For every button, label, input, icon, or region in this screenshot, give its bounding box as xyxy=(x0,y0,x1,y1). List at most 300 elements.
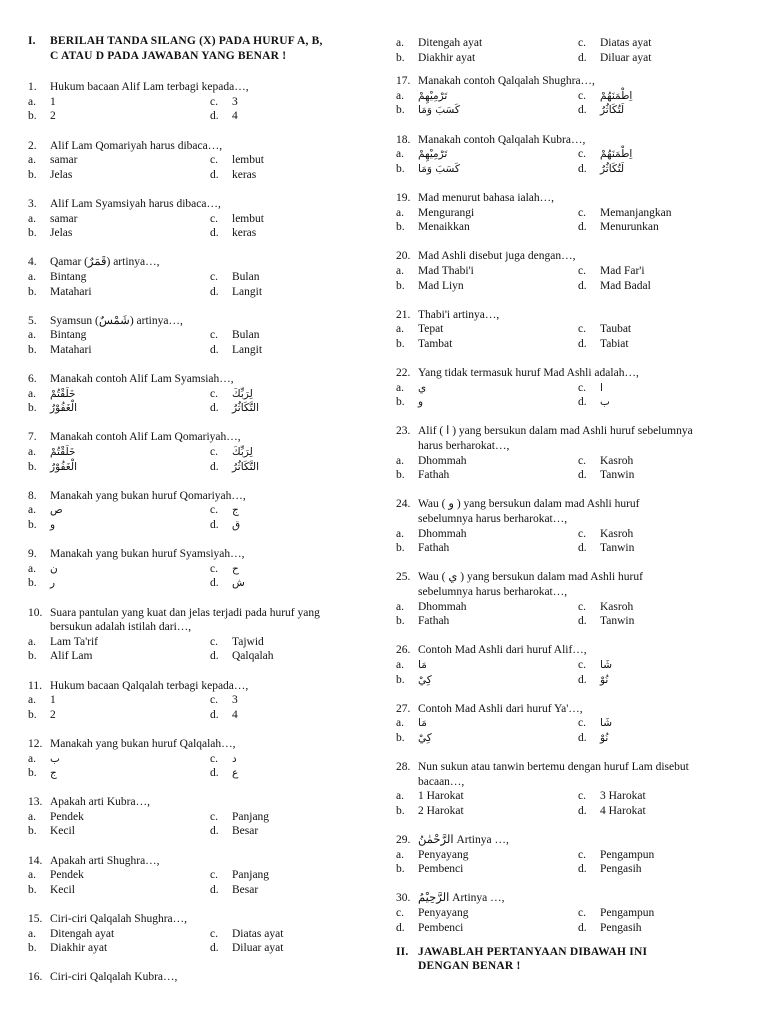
option-value: Lam Ta'rif xyxy=(50,635,98,648)
option-value: Diatas ayat xyxy=(232,927,284,940)
option-letter: a. xyxy=(396,89,404,102)
option-grid xyxy=(28,503,383,532)
option-letter: c. xyxy=(578,381,586,394)
option-letter: b. xyxy=(396,863,405,876)
option-value-cell xyxy=(418,454,578,469)
option-letter: b. xyxy=(28,883,37,896)
question-text: Mad Ashli disebut juga dengan…, xyxy=(418,250,576,263)
option-letter: c. xyxy=(210,694,218,707)
option-letter: a. xyxy=(28,154,36,167)
question-text: Wau ( و ) yang bersukun dalam mad Ashli huruf xyxy=(418,498,640,511)
option-value: Diluar ayat xyxy=(600,51,652,64)
option-letter: b. xyxy=(396,51,405,64)
question-number: 11. xyxy=(28,679,42,692)
option-grid xyxy=(28,868,383,897)
option-value: د xyxy=(232,752,237,765)
option-value-cell xyxy=(232,109,383,124)
option-value-cell xyxy=(600,906,758,921)
option-value: خَلَقْتُمْ xyxy=(50,387,76,400)
option-value: Pengasih xyxy=(600,863,642,876)
option-value: كَسَبَ وَمَا xyxy=(418,104,460,117)
option-value-cell xyxy=(600,220,758,235)
option-value-cell xyxy=(232,649,383,664)
question-line xyxy=(28,547,383,562)
question-text: Apakah arti Kubra…, xyxy=(50,796,150,809)
option-letter: a. xyxy=(28,270,36,283)
option-value-cell xyxy=(418,658,578,673)
option-value-cell xyxy=(50,810,210,825)
option-letter: d. xyxy=(210,942,219,955)
option-value-cell xyxy=(600,789,758,804)
option-letter: a. xyxy=(396,790,404,803)
option-value: 1 Harokat xyxy=(418,790,464,803)
question-19 xyxy=(396,191,758,235)
option-value: 2 xyxy=(50,708,56,721)
option-value-cell xyxy=(418,804,578,819)
option-value: اِطْمَنَهُمْ xyxy=(600,89,633,102)
question-line xyxy=(396,249,758,264)
option-letter: c. xyxy=(210,95,218,108)
question-30 xyxy=(396,891,758,935)
option-value-cell xyxy=(418,206,578,221)
option-value-cell xyxy=(232,503,383,518)
option-grid xyxy=(396,147,758,176)
option-value-cell xyxy=(232,927,383,942)
option-grid xyxy=(396,658,758,687)
option-letter: a. xyxy=(28,212,36,225)
option-letter: c. xyxy=(210,504,218,517)
option-grid xyxy=(396,600,758,629)
option-value-cell xyxy=(50,883,210,898)
option-value-cell xyxy=(232,766,383,781)
option-letter: d. xyxy=(578,162,587,175)
option-value-cell xyxy=(50,445,210,460)
option-grid xyxy=(28,328,383,357)
question-line-2 xyxy=(396,775,758,790)
option-value: نُوْ xyxy=(600,673,609,686)
section-1-title-line1: BERILAH TANDA SILANG (X) PADA HURUF A, B, xyxy=(50,35,323,47)
option-letter: d. xyxy=(578,396,587,409)
option-letter: a. xyxy=(28,635,36,648)
question-line-2 xyxy=(28,620,383,635)
option-value: Menaikkan xyxy=(418,221,470,234)
option-value: Menurunkan xyxy=(600,221,659,234)
option-letter: d. xyxy=(578,731,587,744)
option-value: 3 Harokat xyxy=(600,790,646,803)
option-value-cell xyxy=(418,162,578,177)
option-value: Fathah xyxy=(418,469,450,482)
question-number: 2. xyxy=(28,139,37,152)
question-number-spacer xyxy=(396,439,418,454)
option-value: لِرَبِّكَ xyxy=(232,387,253,400)
option-value: Tabiat xyxy=(600,337,629,350)
option-letter: b. xyxy=(396,804,405,817)
question-line xyxy=(396,702,758,717)
question-line xyxy=(396,891,758,906)
option-grid xyxy=(396,716,758,745)
option-value: Pengampun xyxy=(600,907,655,920)
option-value-cell xyxy=(232,810,383,825)
option-value-cell xyxy=(600,162,758,177)
option-value-cell xyxy=(418,906,578,921)
option-value-cell xyxy=(600,541,758,556)
question-text: Yang tidak termasuk huruf Mad Ashli adalah…, xyxy=(418,367,639,380)
option-letter: d. xyxy=(578,542,587,555)
option-letter: a. xyxy=(396,454,404,467)
question-20 xyxy=(396,249,758,293)
question-text-continued: bacaan…, xyxy=(418,775,465,788)
question-line xyxy=(28,80,383,95)
question-21 xyxy=(396,308,758,352)
question-number: 6. xyxy=(28,373,37,386)
option-letter: b. xyxy=(28,110,37,123)
option-value: Tanwin xyxy=(600,542,635,555)
option-value-cell xyxy=(50,708,210,723)
option-letter: c. xyxy=(578,323,586,336)
option-letter: a. xyxy=(28,869,36,882)
question-3 xyxy=(28,197,383,241)
option-value-cell xyxy=(50,649,210,664)
question-line xyxy=(28,737,383,752)
question-number: 19. xyxy=(396,191,411,204)
option-value: keras xyxy=(232,227,257,240)
option-value-cell xyxy=(232,824,383,839)
question-text: Ciri-ciri Qalqalah Kubra…, xyxy=(50,971,178,984)
question-number: 23. xyxy=(396,425,411,438)
option-value: شَا xyxy=(600,717,612,730)
option-value: Ditengah ayat xyxy=(50,927,115,940)
option-value-cell xyxy=(418,921,578,936)
option-value-cell xyxy=(600,848,758,863)
option-letter: d. xyxy=(578,279,587,292)
option-letter: d. xyxy=(210,650,219,663)
option-value-cell xyxy=(600,381,758,396)
option-value-cell xyxy=(50,285,210,300)
option-value: و xyxy=(50,519,56,531)
option-letter: c. xyxy=(210,562,218,575)
option-value-cell xyxy=(50,562,210,577)
option-value: Penyayang xyxy=(418,907,469,920)
option-value-cell xyxy=(232,212,383,227)
question-text: Thabi'i artinya…, xyxy=(418,308,500,321)
option-value: اِطْمَنَهُمْ xyxy=(600,148,633,161)
option-value: Panjang xyxy=(232,810,270,823)
option-letter: b. xyxy=(396,396,405,409)
option-value: Pengasih xyxy=(600,921,642,934)
option-value: Tanwin xyxy=(600,469,635,482)
option-value: lembut xyxy=(232,154,264,167)
option-value: Jelas xyxy=(50,168,73,181)
section-1-roman: I. xyxy=(28,35,36,47)
option-letter: b. xyxy=(396,162,405,175)
option-value: كِيْ xyxy=(418,731,432,744)
question-number-spacer xyxy=(396,512,418,527)
question-line xyxy=(396,191,758,206)
question-number: 4. xyxy=(28,256,37,269)
question-text: Qamar (قَمَرٌ) artinya…, xyxy=(50,256,160,269)
question-7 xyxy=(28,430,383,474)
option-value: ن xyxy=(50,562,58,575)
option-value-cell xyxy=(232,518,383,533)
option-value-cell xyxy=(600,600,758,615)
option-value: كَسَبَ وَمَا xyxy=(418,162,460,175)
option-letter: d. xyxy=(578,469,587,482)
option-letter: d. xyxy=(210,402,219,415)
option-letter: b. xyxy=(28,650,37,663)
question-line xyxy=(28,606,383,621)
question-line xyxy=(28,372,383,387)
option-value: نُوْ xyxy=(600,731,609,744)
option-value-cell xyxy=(232,343,383,358)
option-grid xyxy=(28,387,383,416)
option-letter: b. xyxy=(28,519,37,531)
option-value: 1 xyxy=(50,95,56,108)
option-value-cell xyxy=(418,527,578,542)
option-value: Mad Liyn xyxy=(418,279,464,292)
question-26 xyxy=(396,643,758,687)
question-number: 25. xyxy=(396,571,411,584)
option-value-cell xyxy=(50,576,210,591)
option-value-cell xyxy=(50,868,210,883)
option-letter: d. xyxy=(210,825,219,838)
option-value: Dhommah xyxy=(418,454,467,467)
option-letter: b. xyxy=(396,221,405,234)
option-value-cell xyxy=(418,322,578,337)
option-grid xyxy=(28,95,383,124)
option-letter: d. xyxy=(578,673,587,686)
option-letter: b. xyxy=(28,708,37,721)
option-letter: d. xyxy=(578,804,587,817)
question-6 xyxy=(28,372,383,416)
question-line-2 xyxy=(396,439,758,454)
question-text-continued: sebelumnya harus berharokat…, xyxy=(418,513,568,525)
option-value: Kasroh xyxy=(600,527,634,540)
option-value: Diakhir ayat xyxy=(50,942,108,955)
option-letter: c. xyxy=(578,527,586,540)
option-letter: b. xyxy=(396,104,405,117)
question-number: 30. xyxy=(396,892,411,905)
option-value-cell xyxy=(50,109,210,124)
question-text: الرَّحِيْمُ Artinya …, xyxy=(418,892,505,905)
option-value: Pendek xyxy=(50,810,84,823)
option-letter: a. xyxy=(396,323,404,336)
option-letter: a. xyxy=(28,694,36,707)
option-value: مَا xyxy=(418,658,427,671)
option-letter: a. xyxy=(28,810,36,823)
option-value: Dhommah xyxy=(418,600,467,613)
option-value: Mad Far'i xyxy=(600,264,645,277)
option-value-cell xyxy=(232,460,383,475)
question-line xyxy=(396,497,758,512)
option-value: samar xyxy=(50,154,78,167)
option-value-cell xyxy=(232,941,383,956)
question-text: Manakah yang bukan huruf Qomariyah…, xyxy=(50,489,246,502)
option-value: Pembenci xyxy=(418,863,464,876)
left-question-list xyxy=(28,80,383,985)
option-letter: c. xyxy=(210,154,218,167)
option-value-cell xyxy=(50,635,210,650)
question-line xyxy=(28,795,383,810)
option-value-cell xyxy=(50,153,210,168)
section-2-roman: II. xyxy=(396,945,409,958)
option-value: Diakhir ayat xyxy=(418,51,476,64)
option-value: Matahari xyxy=(50,343,92,356)
question-number: 1. xyxy=(28,81,37,94)
option-value-cell xyxy=(50,927,210,942)
option-value: Memanjangkan xyxy=(600,206,672,219)
question-16-options-continued xyxy=(396,36,758,65)
question-number-spacer xyxy=(396,585,418,600)
question-28 xyxy=(396,760,758,818)
option-value-cell xyxy=(50,226,210,241)
option-letter: d. xyxy=(578,104,587,117)
option-value-cell xyxy=(600,89,758,104)
option-grid xyxy=(396,789,758,818)
question-number: 15. xyxy=(28,913,43,926)
option-letter: c. xyxy=(210,387,218,400)
option-value-cell xyxy=(600,673,758,688)
option-value: Alif Lam xyxy=(50,650,93,663)
question-number-spacer xyxy=(28,620,50,635)
section-2-title-line2: DENGAN BENAR ! xyxy=(418,960,521,973)
question-29 xyxy=(396,833,758,877)
option-value: 2 xyxy=(50,110,56,123)
option-letter: d. xyxy=(578,51,587,64)
option-value-cell xyxy=(418,468,578,483)
option-value: التَّكَاثُرُ xyxy=(232,460,259,473)
question-number: 26. xyxy=(396,644,411,657)
option-value: Besar xyxy=(232,883,259,896)
option-value-cell xyxy=(418,264,578,279)
option-letter: c. xyxy=(210,869,218,882)
option-value-cell xyxy=(50,693,210,708)
question-number: 7. xyxy=(28,431,37,444)
question-text: Manakah yang bukan huruf Syamsiyah…, xyxy=(50,548,245,561)
question-text: Apakah arti Shughra…, xyxy=(50,854,160,867)
question-text: Nun sukun atau tanwin bertemu dengan huruf Lam disebut xyxy=(418,761,689,774)
question-17 xyxy=(396,74,758,118)
option-value-cell xyxy=(600,322,758,337)
option-value-cell xyxy=(418,862,578,877)
option-value: ر xyxy=(50,577,56,590)
question-number: 16. xyxy=(28,971,43,984)
question-number: 13. xyxy=(28,796,43,809)
option-letter: b. xyxy=(396,542,405,555)
option-value: Pembenci xyxy=(418,921,464,934)
option-value: Pengampun xyxy=(600,848,655,861)
question-text-continued: bersukun adalah istilah dari…, xyxy=(50,621,192,634)
option-value-cell xyxy=(418,731,578,746)
option-value: التَّكَاثُرُ xyxy=(232,402,259,415)
option-value: Bintang xyxy=(50,270,87,283)
option-letter: d. xyxy=(210,168,219,181)
question-text: Suara pantulan yang kuat dan jelas terjadi pada huruf yang xyxy=(50,606,320,619)
right-question-list xyxy=(396,74,758,935)
option-grid xyxy=(396,264,758,293)
option-value: Fathah xyxy=(418,542,450,555)
option-letter: c. xyxy=(578,790,586,803)
option-value-cell xyxy=(50,460,210,475)
question-2 xyxy=(28,139,383,183)
option-value-cell xyxy=(418,381,578,396)
question-line-2 xyxy=(396,512,758,527)
option-letter: b. xyxy=(28,168,37,181)
question-16 xyxy=(28,970,383,985)
option-value: شَا xyxy=(600,658,612,671)
option-value-cell xyxy=(50,270,210,285)
option-value-cell xyxy=(418,36,578,51)
option-value: keras xyxy=(232,168,257,181)
option-letter: d. xyxy=(210,343,219,356)
option-value-cell xyxy=(418,51,578,66)
option-value: الْغَفُوْرُ xyxy=(50,460,77,473)
option-value-cell xyxy=(600,468,758,483)
option-value: لَتُكَاثُرُ xyxy=(600,104,625,117)
option-value-cell xyxy=(50,518,210,533)
question-9 xyxy=(28,547,383,591)
option-value: Tajwid xyxy=(232,635,264,648)
question-line xyxy=(28,314,383,329)
option-value-cell xyxy=(50,387,210,402)
question-number: 14. xyxy=(28,854,43,867)
option-letter: c. xyxy=(578,454,586,467)
option-letter: d. xyxy=(210,708,219,721)
option-value-cell xyxy=(600,921,758,936)
option-value: Dhommah xyxy=(418,527,467,540)
question-number: 12. xyxy=(28,737,43,750)
question-12 xyxy=(28,737,383,781)
option-letter: b. xyxy=(396,337,405,350)
option-value: Matahari xyxy=(50,285,92,298)
question-text: Manakah contoh Alif Lam Qomariyah…, xyxy=(50,431,241,444)
option-value-cell xyxy=(50,941,210,956)
question-10 xyxy=(28,606,383,664)
option-value: ب xyxy=(50,752,60,765)
option-value: 4 xyxy=(232,708,238,721)
option-value-cell xyxy=(418,673,578,688)
question-line xyxy=(28,679,383,694)
question-number: 29. xyxy=(396,834,411,847)
option-letter: a. xyxy=(396,264,404,277)
option-letter: a. xyxy=(28,752,36,765)
option-value: Pendek xyxy=(50,869,84,882)
option-letter: d. xyxy=(578,221,587,234)
question-15 xyxy=(28,912,383,956)
option-letter: b. xyxy=(28,825,37,838)
option-letter: c. xyxy=(210,446,218,459)
option-value: Diluar ayat xyxy=(232,942,284,955)
question-text-continued: harus berharokat…, xyxy=(418,440,510,453)
question-line xyxy=(396,643,758,658)
question-5 xyxy=(28,314,383,358)
option-value-cell xyxy=(232,387,383,402)
option-value-cell xyxy=(600,147,758,162)
option-value: 4 Harokat xyxy=(600,804,646,817)
option-value-cell xyxy=(600,103,758,118)
option-value-cell xyxy=(232,226,383,241)
option-value: لِرَبِّكَ xyxy=(232,446,253,459)
section-1-heading xyxy=(28,34,383,63)
question-number-spacer xyxy=(396,775,418,790)
option-value-cell xyxy=(418,89,578,104)
option-letter: b. xyxy=(396,279,405,292)
option-letter: b. xyxy=(396,731,405,744)
option-value: Panjang xyxy=(232,869,270,882)
option-value-cell xyxy=(418,848,578,863)
option-value: Bulan xyxy=(232,329,260,342)
option-value-cell xyxy=(232,752,383,767)
left-column xyxy=(28,34,383,1000)
